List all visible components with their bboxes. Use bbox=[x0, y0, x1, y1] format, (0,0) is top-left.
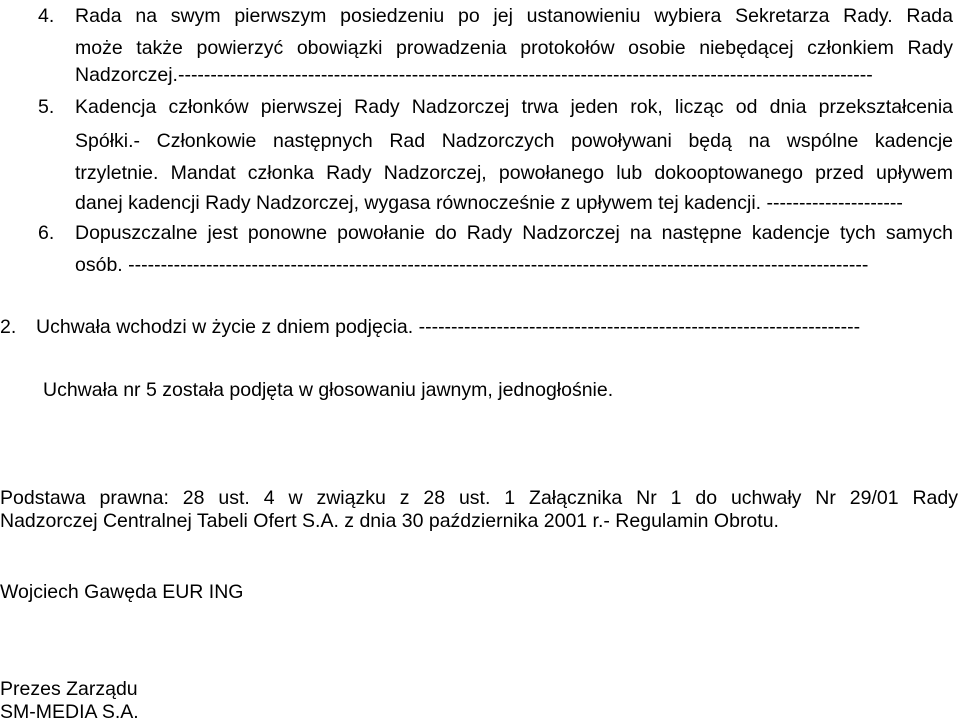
footer-company: SM-MEDIA S.A. bbox=[0, 701, 139, 723]
item-6-number: 6. bbox=[38, 222, 55, 244]
item-5-line-4: danej kadencji Rady Nadzorczej, wygasa równocześnie z upływem tej kadencji. --------------------- bbox=[75, 192, 903, 214]
item-4-line-1: Rada na swym pierwszym posiedzeniu po jej ustanowieniu wybiera Sekretarza Rady. Rada bbox=[75, 5, 953, 27]
footer-role: Prezes Zarządu bbox=[0, 678, 138, 700]
item-6-line-1: Dopuszczalne jest ponowne powołanie do Rady Nadzorczej na następne kadencje tych samych bbox=[75, 222, 953, 244]
vote-note: Uchwała nr 5 została podjęta w głosowaniu jawnym, jednogłośnie. bbox=[43, 379, 614, 401]
item-6-line-2: osób. ------------------------------------------------------------------------------------------------------------------ bbox=[75, 254, 869, 276]
legal-basis-line-2: Nadzorczej Centralnej Tabeli Ofert S.A. z dnia 30 października 2001 r.- Regulamin Obrotu. bbox=[0, 510, 779, 532]
item-5-number: 5. bbox=[38, 96, 55, 118]
item-5-line-3: trzyletnie. Mandat członka Rady Nadzorczej, powołanego lub dokooptowanego przed upływem bbox=[75, 162, 953, 184]
point-2-text: Uchwała wchodzi w życie z dniem podjęcia. -------------------------------------------------------------------- bbox=[36, 316, 861, 338]
item-5-line-2: Spółki.- Członkowie następnych Rad Nadzorczych powoływani będą na wspólne kadencje bbox=[75, 130, 953, 152]
legal-basis-line-1: Podstawa prawna: 28 ust. 4 w związku z 28 ust. 1 Załącznika Nr 1 do uchwały Nr 29/01 Rady bbox=[0, 487, 958, 509]
signatory-name: Wojciech Gawęda EUR ING bbox=[0, 581, 244, 603]
item-4-number: 4. bbox=[38, 5, 55, 27]
point-2-number: 2. bbox=[0, 316, 17, 338]
item-4-line-2: może także powierzyć obowiązki prowadzenia protokołów osobie niebędącej członkiem Rady bbox=[75, 37, 953, 59]
item-4-line-3: Nadzorczej.----------------------------------------------------------------------------------------------------------- bbox=[75, 64, 873, 86]
item-5-line-1: Kadencja członków pierwszej Rady Nadzorczej trwa jeden rok, licząc od dnia przekształcenia bbox=[75, 96, 953, 118]
